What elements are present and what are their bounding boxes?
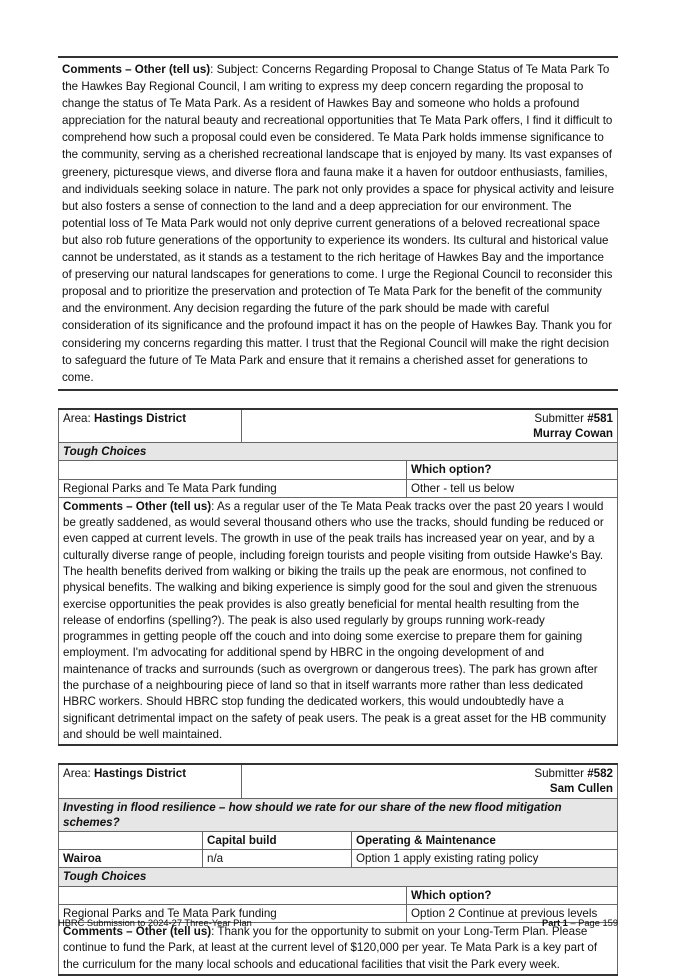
page-footer: [58, 918, 618, 928]
which-option-header: Which option?: [407, 886, 618, 904]
comment-text: : Subject: Concerns Regarding Proposal to Change Status of Te Mata Park To the Hawkes Bay Regional Council, I am writing to express my deep concern regarding the proposal to change the status of Te Mata Park. As a resident of Hawkes Bay and someone who holds a profound appreciation for the natural beauty and recreational opportunities that Te Mata Park offers, I find it difficult to comprehend how such a proposal could even be considered. Te Mata Park holds immense significance to the community, serving as a cherished recreational landscape that is enjoyed by many. Its vast expanses of greenery, picturesque views, and diverse flora and fauna make it a haven for outdoor enthusiasts, families, and individuals seeking solace in nature. The park not only provides a space for physical activity and leisure but also fosters a sense of connection to the land and a deep appreciation for our environment. The potential loss of Te Mata Park would not only deprive current generations of a beloved recreational space but also rob future generations of the opportunity to experience its wonders. Its cultural and historical value cannot be understated, as it stands as a testament to the rich heritage of Hawkes Bay and the importance of preserving our natural landscapes for generations to come. I urge the Regional Council to reconsider this proposal and to prioritize the preservation and protection of Te Mata Park for the benefit of the community and the environment. Any decision regarding the future of the park should be made with careful consideration of its significance and the profound impact it has on the people of Hawkes Bay. Thank you for considering my concerns regarding this matter. I trust that the Regional Council will make the right decision to safeguard the future of Te Mata Park and ensure that it remains a cherished asset for generations to come.: [62, 63, 615, 384]
footer-title: HBRC Submission to 2024-27 Three-Year Plan: [58, 918, 252, 928]
submitter-name: Murray Cowan: [533, 426, 613, 440]
comment-label: Comments – Other (tell us): [62, 63, 211, 76]
submitter-number: #582: [587, 767, 613, 781]
answer-cell: Option 2 Continue at previous levels: [407, 904, 618, 922]
submitter-number: #581: [587, 411, 613, 425]
section-title: Tough Choices: [59, 443, 618, 461]
top-comment-block: [58, 56, 618, 391]
opex-value: Option 1 apply existing rating policy: [352, 850, 618, 868]
document-page: [58, 56, 618, 976]
operating-maintenance-header: Operating & Maintenance: [352, 832, 618, 850]
area-cell: Area: Hastings District: [59, 764, 242, 798]
area-value: Hastings District: [93, 411, 187, 425]
page-number: Part 1 – Page 159: [542, 918, 618, 928]
capital-build-header: Capital build: [203, 832, 352, 850]
which-option-header: Which option?: [407, 461, 618, 479]
comment-text: : Thank you for the opportunity to submit on your Long-Term Plan. Please continue to fund the Park, at least at the current level of $120,000 per year. Te Mata Park is a key part of the curriculum for the many local schools and educational facilities that visit the Park every week.: [63, 925, 598, 971]
question-cell: Regional Parks and Te Mata Park funding: [59, 904, 407, 922]
submission-581-table: [58, 408, 618, 746]
area-value: Hastings District: [93, 767, 187, 781]
flood-section-title: Investing in flood resilience – how should we rate for our share of the new flood mitigation schemes?: [59, 798, 618, 831]
comment-label: Comments – Other (tell us): [63, 499, 212, 513]
comment-text: : As a regular user of the Te Mata Peak tracks over the past 20 years I would be greatly saddened, as would several thousand others who use the tracks, should funding be reduced or even capped at current levels. The growth in use of the peak trails has increased year on year, and by a culturally diverse range of people, including foreign tourists and people visiting from outside Hawke's Bay. The health benefits derived from walking or biking the trails up the peak are enormous, not confined to physical benefits. The walking and biking experience is simply good for the soul and given the strenuous exercise opportunities the peak provides is also greatly beneficial for mental health resulting from the release of endorfins (spelling?). The peak is also used regularly by groups running work-ready programmes in getting people off the couch and into doing some exercise to prepare them for gaining employment. I'm advocating for additional spend by HBRC in the ongoing development of and maintenance of tracks and surrounds (such as overgrown or dangerous trees). The park has grown after the purchase of a neighbouring piece of land so that in itself warrants more rather than less dedicated HBRC workers. Should HBRC stop funding the dedicated workers, this would undoubtedly have a significant detrimental impact on the safety of peak users. The peak is a great asset for the HB community and should be well maintained.: [63, 499, 607, 741]
comments-cell: [59, 923, 618, 975]
section-title: Tough Choices: [59, 868, 618, 886]
answer-cell: Other - tell us below: [407, 479, 618, 497]
capital-value: n/a: [203, 850, 352, 868]
question-cell: Regional Parks and Te Mata Park funding: [59, 479, 407, 497]
submitter-name: Sam Cullen: [549, 782, 613, 796]
submission-582-table: [58, 763, 618, 976]
area-cell: Area: Hastings District: [59, 409, 242, 443]
submitter-cell: Submitter #582 Sam Cullen: [242, 764, 618, 798]
comment-label: Comments – Other (tell us): [63, 925, 212, 939]
comments-cell: [59, 497, 618, 745]
region-cell: Wairoa: [59, 850, 203, 868]
submitter-cell: Submitter #581 Murray Cowan: [242, 409, 618, 443]
